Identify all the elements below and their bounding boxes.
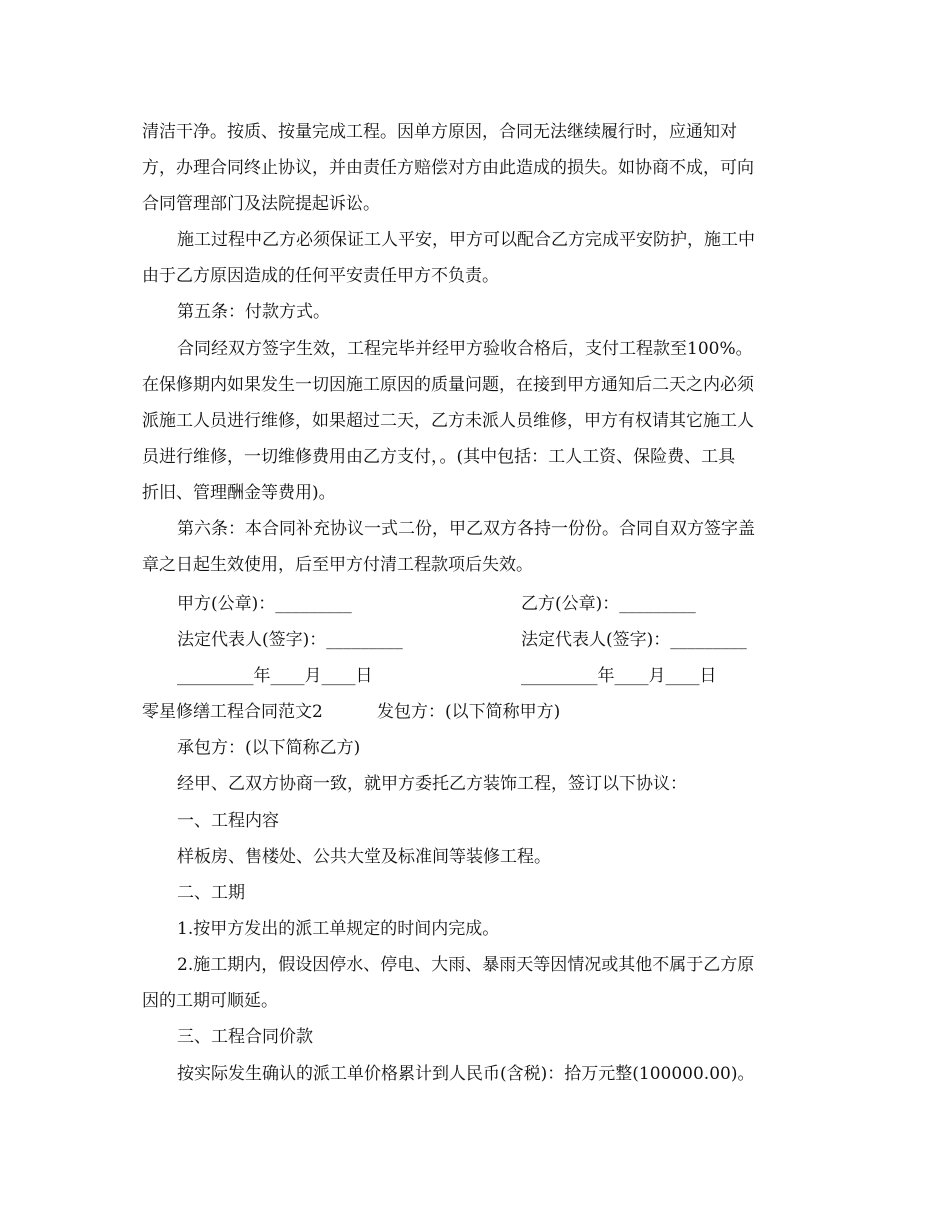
paragraph-line: 方，办理合同终止协议，并由责任方赔偿对方由此造成的损失。如协商不成，可向: [142, 158, 754, 178]
paragraph-line: 合同经双方签字生效，工程完毕并经甲方验收合格后，支付工程款至100%。: [177, 339, 753, 359]
article-6-line: 第六条：本合同补充协议一式二份，甲乙双方各持一份份。合同自双方签字盖: [177, 519, 755, 539]
section-2-item-2-cont: 因的工期可顺延。: [142, 991, 278, 1011]
section-1-heading: 一、工程内容: [177, 811, 279, 831]
section-2-heading: 二、工期: [177, 883, 245, 903]
paragraph-line: 清洁干净。按质、按量完成工程。因单方原因，合同无法继续履行时，应通知对: [142, 122, 737, 142]
paragraph-line: 章之日起生效使用，后至甲方付清工程款项后失效。: [142, 555, 533, 575]
paragraph-line: 施工过程中乙方必须保证工人平安，甲方可以配合乙方完成平安防护，施工中: [177, 230, 755, 250]
party-b-date: _________年____月____日: [521, 666, 717, 686]
section-1-body: 样板房、售楼处、公共大堂及标准间等装修工程。: [177, 847, 551, 867]
paragraph-line: 由于乙方原因造成的任何平安责任甲方不负责。: [142, 266, 499, 286]
employer-line: 发包方：(以下简称甲方): [377, 702, 561, 722]
party-a-seal: 甲方(公章)：_________: [177, 594, 352, 614]
party-b-seal: 乙方(公章)：_________: [521, 594, 696, 614]
paragraph-line: 在保修期内如果发生一切因施工原因的质量问题，在接到甲方通知后二天之内必须: [142, 375, 754, 395]
section-2-item-2: 2.施工期内，假设因停水、停电、大雨、暴雨天等因情况或其他不属于乙方原: [177, 955, 755, 975]
paragraph-line: 合同管理部门及法院提起诉讼。: [142, 194, 380, 214]
paragraph-line: 派施工人员进行维修，如果超过二天，乙方未派人员维修，甲方有权请其它施工人: [142, 411, 754, 431]
agreement-intro: 经甲、乙双方协商一致，就甲方委托乙方装饰工程，签订以下协议：: [177, 774, 687, 794]
party-a-date: _________年____月____日: [177, 666, 373, 686]
party-b-representative: 法定代表人(签字)：_________: [521, 630, 747, 650]
article-5-heading: 第五条：付款方式。: [177, 302, 330, 322]
section-3-body: 按实际发生确认的派工单价格累计到人民币(含税)：拾万元整(100000.00)。: [177, 1064, 755, 1084]
paragraph-line: 员进行维修，一切维修费用由乙方支付，。(其中包括：工人工资、保险费、工具: [142, 447, 736, 467]
second-contract-title: 零星修缮工程合同范文2: [142, 702, 323, 722]
contractor-line: 承包方：(以下简称乙方): [177, 738, 361, 758]
section-3-heading: 三、工程合同价款: [177, 1027, 313, 1047]
section-2-item-1: 1.按甲方发出的派工单规定的时间内完成。: [177, 919, 500, 939]
paragraph-line: 折旧、管理酬金等费用)。: [142, 483, 336, 503]
party-a-representative: 法定代表人(签字)：_________: [177, 630, 403, 650]
